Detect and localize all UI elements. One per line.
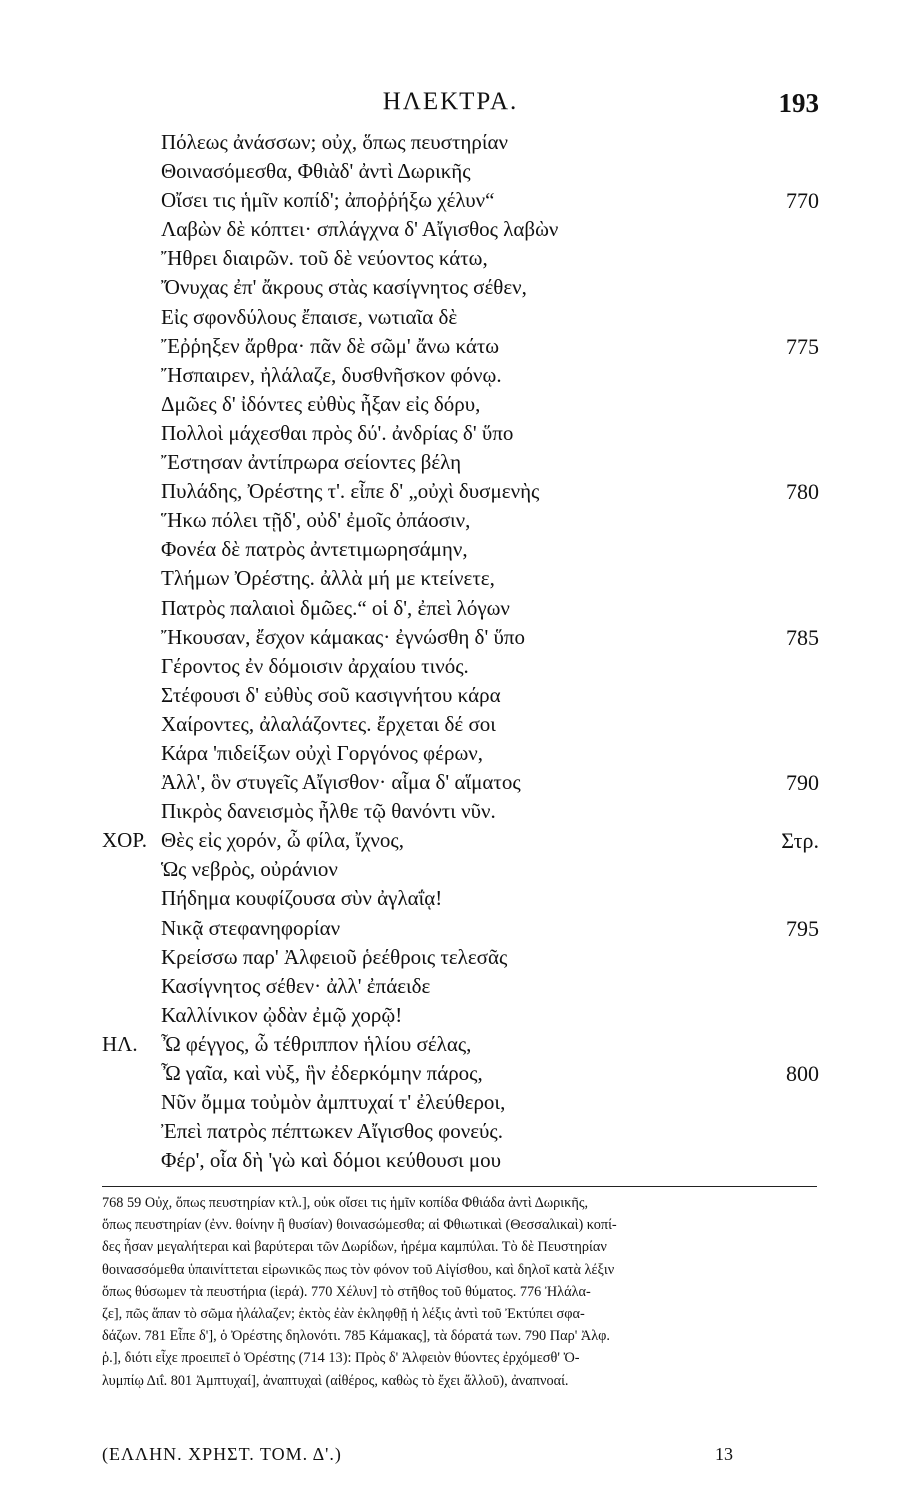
sheet-number: 13 xyxy=(715,1444,733,1464)
footnote-line: ῥ.], διότι εἶχε προειπεῖ ὁ Ὀρέστης (714 13): Πρὸς δ' Ἀλφειὸν θύοντες ἐρχόμεσθ' Ὀ- xyxy=(102,1350,580,1367)
line-number: 780 xyxy=(786,479,819,505)
verse-text: Πυλάδης, Ὀρέστης τ'. εἶπε δ' „οὐχὶ δυσμενὴς xyxy=(161,479,540,504)
verse-text: Νικᾷ στεφανηφορίαν xyxy=(161,915,341,940)
verse-text: Ὄνυχας ἐπ' ἄκρους στὰς κασίγνητος σέθεν, xyxy=(161,275,527,300)
footnote-rule xyxy=(102,1186,817,1187)
verse-text: Ὦ γαῖα, καὶ νὺξ, ἣν ἐδερκόμην πάρος, xyxy=(161,1061,483,1085)
verse-text: Κάρα 'πιδείξων οὐχὶ Γοργόνος φέρων, xyxy=(161,740,484,765)
line-number: 775 xyxy=(786,333,819,359)
verse-line xyxy=(0,914,901,943)
verse-text: Πατρὸς παλαιοὶ δμῶες.“ οἱ δ', ἐπεὶ λόγων xyxy=(161,595,510,620)
verse-text: Ἀλλ', ὃν στυγεῖς Αἴγισθον· αἷμα δ' αἵματος xyxy=(161,770,521,795)
running-title: ΗΛΕΚΤΡΑ. xyxy=(382,88,519,115)
verse-text: Εἰς σφονδύλους ἔπαισε, νωτιαῖα δὲ xyxy=(161,304,458,329)
verse-text: Ἤσπαιρεν, ἠλάλαζε, δυσθνῆσκον φόνῳ. xyxy=(161,362,502,387)
verse-line xyxy=(0,419,901,448)
verse-line xyxy=(0,477,901,506)
verse-line xyxy=(0,535,901,564)
verse-line xyxy=(0,652,901,681)
verse-line xyxy=(0,1146,901,1175)
verse-text: Οἴσει τις ἡμῖν κοπίδ'; ἀποῤῥήξω χέλυν“ xyxy=(161,188,495,213)
footnote-line: θοινασσόμεθα ὑπαινίττεται εἰρωνικῶς πως τὸν φόνον τοῦ Αἰγίσθου, καὶ δηλοῖ κατὰ λέξιν xyxy=(102,1261,615,1278)
line-number: 790 xyxy=(786,770,819,796)
verse-block xyxy=(0,128,901,1175)
verse-line xyxy=(0,681,901,710)
footnote-line: 768 59 Οὐχ, ὅπως πευστηρίαν κτλ.], οὐκ οἴσει τις ἡμῖν κοπίδα Φθιάδα ἀντὶ Δωρικῆς, xyxy=(102,1195,589,1211)
verse-text: Ἤθρει διαιρῶν. τοῦ δὲ νεύοντος κάτω, xyxy=(161,246,488,271)
verse-text: Ἔῤῥηξεν ἄρθρα· πᾶν δὲ σῶμ' ἄνω κάτω xyxy=(161,333,500,358)
footnote-line: δάζων. 781 Εἶπε δ'], ὁ Ὀρέστης δηλονότι. 785 Κάμακας], τὰ δόρατά των. 790 Παρ' Ἀλφ. xyxy=(102,1328,610,1345)
footnote-line: ὅπως πευστηρίαν (ἐνν. θοίνην ἢ θυσίαν) θοινασώμεσθα; αἱ Φθιωτικαὶ (Θεσσαλικαὶ) κοπί- xyxy=(102,1217,617,1234)
verse-text: Πικρὸς δανεισμὸς ἦλθε τῷ θανόντι νῦν. xyxy=(161,799,496,824)
verse-line xyxy=(0,739,901,768)
footnote-line: λυμπίῳ Διΐ. 801 Ἀμπτυχαί], ἀναπτυχαὶ (αἰθέρος, καθὼς τὸ ἔχει ἄλλοῦ), ἀναπνοαί. xyxy=(102,1372,569,1389)
verse-line xyxy=(0,448,901,477)
verse-text: Ἔστησαν ἀντίπρωρα σείοντες βέλη xyxy=(161,450,462,475)
verse-text: Ἤκουσαν, ἔσχον κάμακας· ἐγνώσθη δ' ὕπο xyxy=(161,624,525,649)
line-number: 770 xyxy=(786,188,819,214)
verse-line xyxy=(0,244,901,273)
verse-line xyxy=(0,1059,901,1088)
verse-text: Χαίροντες, ἀλαλάζοντες. ἔρχεται δέ σοι xyxy=(161,711,496,736)
line-number: Στρ. xyxy=(781,828,819,854)
line-number: 795 xyxy=(786,915,819,941)
verse-text: Ὡς νεβρὸς, οὐράνιον xyxy=(161,857,338,882)
verse-text: Τλήμων Ὀρέστης. ἀλλὰ μή με κτείνετε, xyxy=(161,566,495,591)
verse-line xyxy=(0,594,901,623)
verse-text: Κρείσσω παρ' Ἀλφειοῦ ῥεέθροις τελεσᾶς xyxy=(161,944,508,969)
verse-line xyxy=(0,797,901,826)
speaker-label: ΗΛ. xyxy=(102,1031,138,1056)
verse-line xyxy=(0,855,901,884)
footnote-line: ζε], πῶς ἅπαν τὸ σῶμα ἠλάλαζεν; ἐκτὸς ἐὰν ἐκληφθῇ ἡ λέξις ἀντὶ τοῦ Ἐκτύπει σφα- xyxy=(102,1306,585,1323)
verse-text: Δμῶες δ' ἰδόντες εὐθὺς ἦξαν εἰς δόρυ, xyxy=(161,391,481,416)
verse-line xyxy=(0,826,901,855)
verse-line xyxy=(0,186,901,215)
footnotes-block xyxy=(102,1192,824,1392)
verse-line xyxy=(0,128,901,157)
verse-line xyxy=(0,332,901,361)
verse-line xyxy=(0,564,901,593)
verse-text: Θὲς εἰς χορόν, ὦ φίλα, ἴχνος, xyxy=(161,828,404,853)
verse-text: Κασίγνητος σέθεν· ἀλλ' ἐπάειδε xyxy=(161,973,431,998)
verse-line xyxy=(0,390,901,419)
verse-line xyxy=(0,972,901,1001)
line-number: 800 xyxy=(786,1061,819,1086)
verse-line xyxy=(0,506,901,535)
verse-line xyxy=(0,1001,901,1030)
page-number: 193 xyxy=(778,88,819,118)
verse-text: Φονέα δὲ πατρὸς ἀντετιμωρησάμην, xyxy=(161,537,468,562)
verse-line xyxy=(0,303,901,332)
verse-text: Ἐπεὶ πατρὸς πέπτωκεν Αἴγισθος φονεύς. xyxy=(161,1119,503,1144)
verse-text: Γέροντος ἐν δόμοισιν ἀρχαίου τινός. xyxy=(161,653,469,678)
verse-text: Θοινασόμεσθα, Φθιὰδ' ἀντὶ Δωρικῆς xyxy=(161,159,471,184)
verse-line xyxy=(0,361,901,390)
verse-text: Φέρ', οἷα δὴ 'γὼ καὶ δόμοι κεύθουσι μου xyxy=(161,1148,502,1173)
speaker-label: ΧΟΡ. xyxy=(102,828,147,853)
verse-text: Πολλοὶ μάχεσθαι πρὸς δύ'. ἀνδρίας δ' ὕπο xyxy=(161,420,514,445)
line-number: 785 xyxy=(786,624,819,650)
verse-text: Ἥκω πόλει τῇδ', οὐδ' ἐμοῖς ὀπάοσιν, xyxy=(161,508,471,533)
footnote-line: δες ἦσαν μεγαλήτεραι καὶ βαρύτεραι τῶν Δωρίδων, ἠρέμα καμπύλαι. Τὸ δὲ Πευστηρίαν xyxy=(102,1239,607,1256)
footnote-line: ὅπως θύσωμεν τὰ πευστήρια (ἱερά). 770 Χέλυν] τὸ στῆθος τοῦ θύματος. 776 Ἠλάλα- xyxy=(102,1283,591,1300)
verse-line xyxy=(0,884,901,913)
verse-line xyxy=(0,710,901,739)
verse-line xyxy=(0,1117,901,1146)
verse-text: Λαβὼν δὲ κόπτει· σπλάγχνα δ' Αἴγισθος λαβὼν xyxy=(161,217,559,242)
verse-text: Ὦ φέγγος, ὦ τέθριππον ἡλίου σέλας, xyxy=(161,1031,472,1056)
verse-text: Πόλεως ἀνάσσων; οὐχ, ὅπως πευστηρίαν xyxy=(161,130,508,154)
verse-line xyxy=(0,1088,901,1117)
verse-text: Καλλίνικον ᾠδὰν ἐμῷ χορῷ! xyxy=(161,1002,403,1027)
verse-text: Στέφουσι δ' εὐθὺς σοῦ κασιγνήτου κάρα xyxy=(161,682,501,707)
verse-line xyxy=(0,1030,901,1059)
verse-line xyxy=(0,623,901,652)
verse-line xyxy=(0,943,901,972)
verse-line xyxy=(0,273,901,302)
verse-line xyxy=(0,215,901,244)
signature-mark: (ΕΛΛΗΝ. ΧΡΗΣΤ. ΤΟΜ. Δ'.) xyxy=(102,1444,342,1464)
verse-line xyxy=(0,768,901,797)
verse-text: Πήδημα κουφίζουσα σὺν ἀγλαΐᾳ! xyxy=(161,886,443,911)
verse-text: Νῦν ὄμμα τοὐμὸν ἀμπτυχαί τ' ἐλεύθεροι, xyxy=(161,1090,506,1115)
verse-line xyxy=(0,157,901,186)
